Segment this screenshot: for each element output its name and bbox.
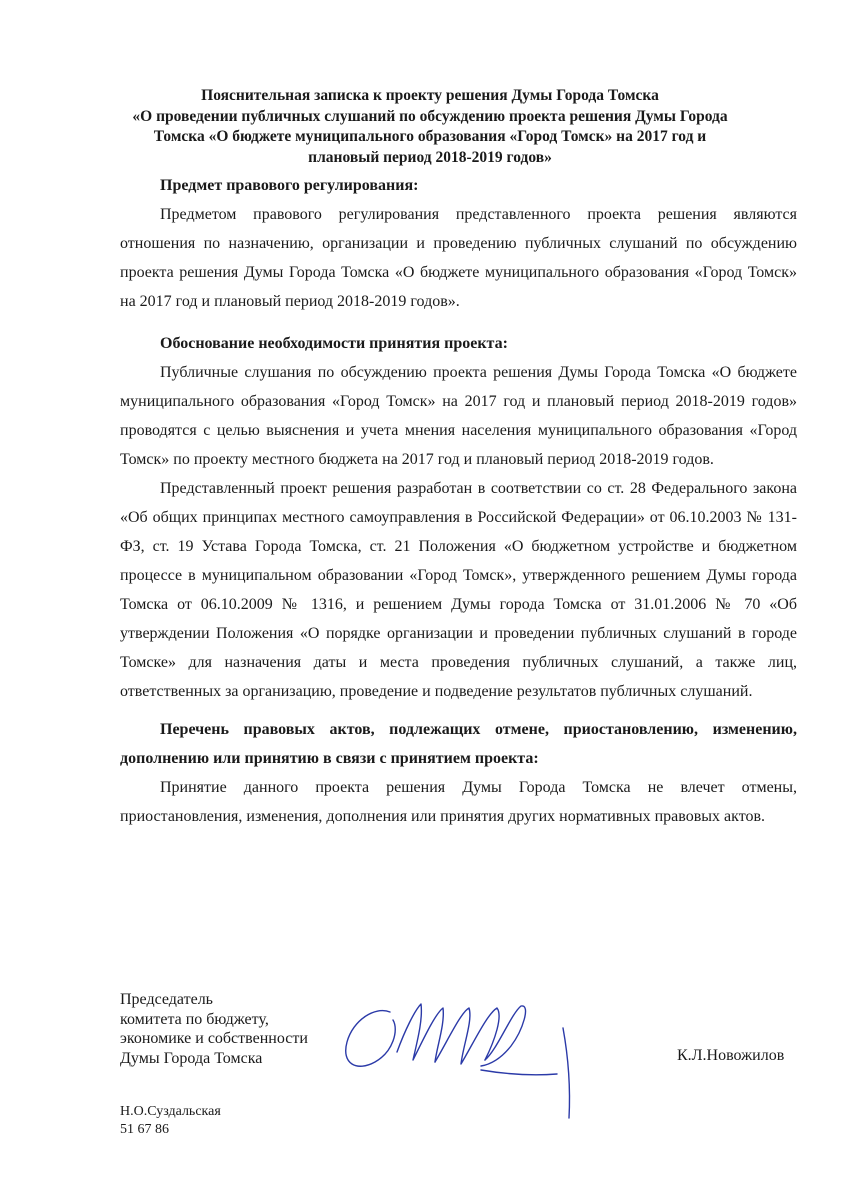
position-line: комитета по бюджету, [120,1010,269,1028]
section-heading-subject: Предмет правового регулирования: [160,177,419,194]
section-paragraph: Принятие данного проекта решения Думы Города Томска не влечет отмены, приостановления, изменения, дополнения или принятия других нормативных правовых актов. [120,779,797,825]
section-paragraph: Предметом правового регулирования представленного проекта решения являются отношения по назначению, организации и проведению публичных слушаний по обсуждению проекта решения Думы Города Томска «О бюджете муниципального образования «Город Томск» на 2017 год и плановый период 2018-2019 годов». [120,206,797,310]
document-title [110,86,750,168]
position-line: Председатель [120,991,213,1008]
executor-phone: 51 67 86 [120,1122,169,1137]
section-heading-justification: Обоснование необходимости принятия проекта: [160,335,508,352]
title-line: «О проведении публичных слушаний по обсуждению проекта решения Думы Города [132,107,728,125]
section-paragraph: Представленный проект решения разработан в соответствии со ст. 28 Федерального закона «Об общих принципах местного самоуправления в Российской Федерации» от 06.10.2003 № 131-ФЗ, ст. 19 Устава Города Томска, ст. 21 Положения «О бюджетном устройстве и бюджетном процессе в муниципальном образовании «Город Томск», утвержденного решением Думы города Томска от 06.10.2009 № 1316, и решением Думы города Томска от 31.01.2006 № 70 «Об утверждении Положения «О порядке организации и проведении публичных слушаний в городе Томске» для назначения даты и места проведения публичных слушаний, а также лиц, ответственных за организацию, проведение и подведение результатов публичных слушаний. [120,480,797,700]
document-body [120,171,797,831]
signatory-name: К.Л.Новожилов [677,1047,785,1064]
signatory-position [120,990,308,1068]
title-line: Пояснительная записка к проекту решения Думы Города Томска [201,87,659,104]
title-line: Томска «О бюджете муниципального образования «Город Томск» на 2017 год и [153,128,707,145]
section-heading-legal-acts: Перечень правовых актов, подлежащих отмене, приостановлению, изменению, дополнению или принятию в связи с принятием проекта: [120,721,797,767]
position-line: экономике и собственности [120,1030,308,1047]
executor-block [120,1103,221,1139]
position-line: Думы Города Томска [120,1049,263,1067]
executor-name: Н.О.Суздальская [120,1104,221,1119]
section-paragraph: Публичные слушания по обсуждению проекта решения Думы Города Томска «О бюджете муниципального образования «Город Томск» на 2017 год и плановый период 2018-2019 годов» проводятся с целью выяснения и учета мнения населения муниципального образования «Город Томск» по проекту местного бюджета на 2017 год и плановый период 2018-2019 годов. [120,364,797,468]
title-line: плановый период 2018-2019 годов» [308,148,552,166]
handwritten-signature [335,990,595,1130]
